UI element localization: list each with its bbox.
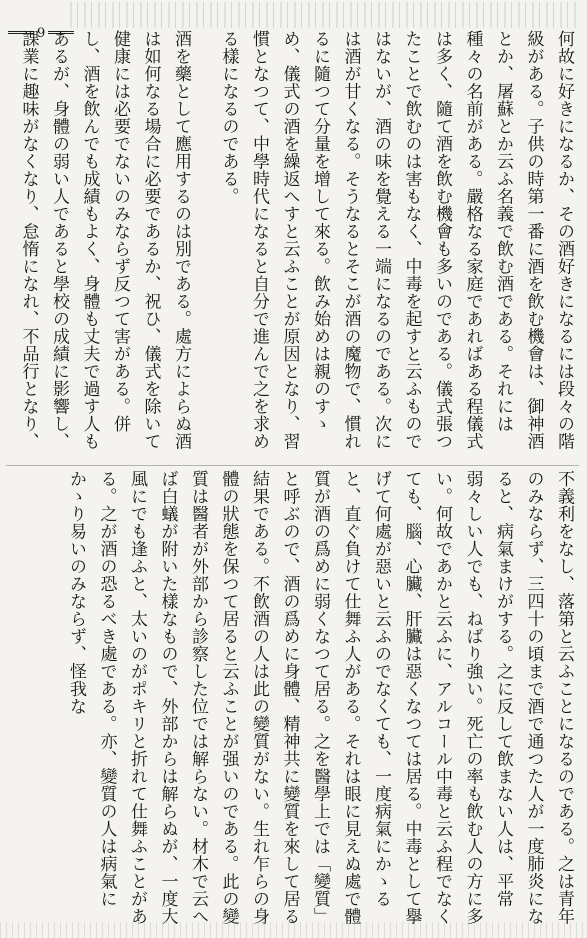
paragraph-medicine: 酒を藥として應用するのは別である。處方によらぬ酒は如何なる場合に必要であるか、祝ひ、儀式を除いて健康には必要でないのみならず反つて害がある。併し、酒を飲んでも成績もよく、身體も丈夫で過す人もあるが、身體の弱い人であると學校の成績に影響し、課業に趣味がなくなり、怠惰になれ、不品行となり、 [18, 30, 191, 450]
page-number: 9 [37, 25, 46, 41]
scan-noise-top [70, 2, 577, 28]
paragraph-bottom: 不義利をなし、落第と云ふことになるのである。之は青年のみならず、三四十の頃まで酒で通つた人が一度肺炎になると、病氣まけがする。之に反して飲まない人は、平常弱々しい人でも、ねばり強い。死亡の率も飲む人の方に多い。何故であかと云ふに、アルコール中毒と云ふ程でなくても、腦、心臟、肝臟は惡くなつては居る。中毒として擧げて何處が惡いと云ふのでなくても、一度病氣にかゝると、直ぐ負けて仕舞ふ人がある。それは眼に見えぬ處で體質が酒の爲めに弱くなつて居る。之を醫學上では「變質」と呼ぶので、酒の爲めに身體、精神共に變質を來して居る結果である。不飲酒の人は此の變質がない。生れ乍らの身體の狀態を保つて居ると云ふことが强いのである。此の變質は醫者が外部から診察した位では解らない。材木で云へば白蟻が附いた樣なもので、外部からは解らぬが、一度大風にでも逢ふと、太いのがポキリと折れて仕舞ふことがある。之が酒の恐るべき處である。亦、變質の人は病氣にかゝり易いのみならず、怪我な [66, 470, 574, 925]
text-block-bottom [6, 470, 579, 932]
section-divider [6, 465, 579, 466]
paragraph-top: 何故に好きになるか、その酒好きになるには段々の階級がある。子供の時第一番に酒を飲む機會は、御神酒とか、屠蘇とか云ふ名義で飲む酒である。それには種々の名前がある。嚴格なる家庭であればある程儀式は多く、隨て酒を飲む機會も多いのである。儀式張つたことで飲むのは害もなく、中毒を起すと云ふものではないが、酒の味を覺える一端になるのである。次には酒が甘くなる。そうなるとそこが酒の魔物で、慣れるに隨つて分量を增して來る。飲み始めは親のすゝめ、儀式の酒を繰返へすと云ふことが原因となり、習慣となつて、中學時代になると自分で進んで之を求める樣になるのである。 [218, 30, 574, 450]
scan-noise-bottom [0, 922, 587, 938]
text-block-top-left [6, 30, 196, 462]
text-block-top-right [196, 30, 579, 462]
